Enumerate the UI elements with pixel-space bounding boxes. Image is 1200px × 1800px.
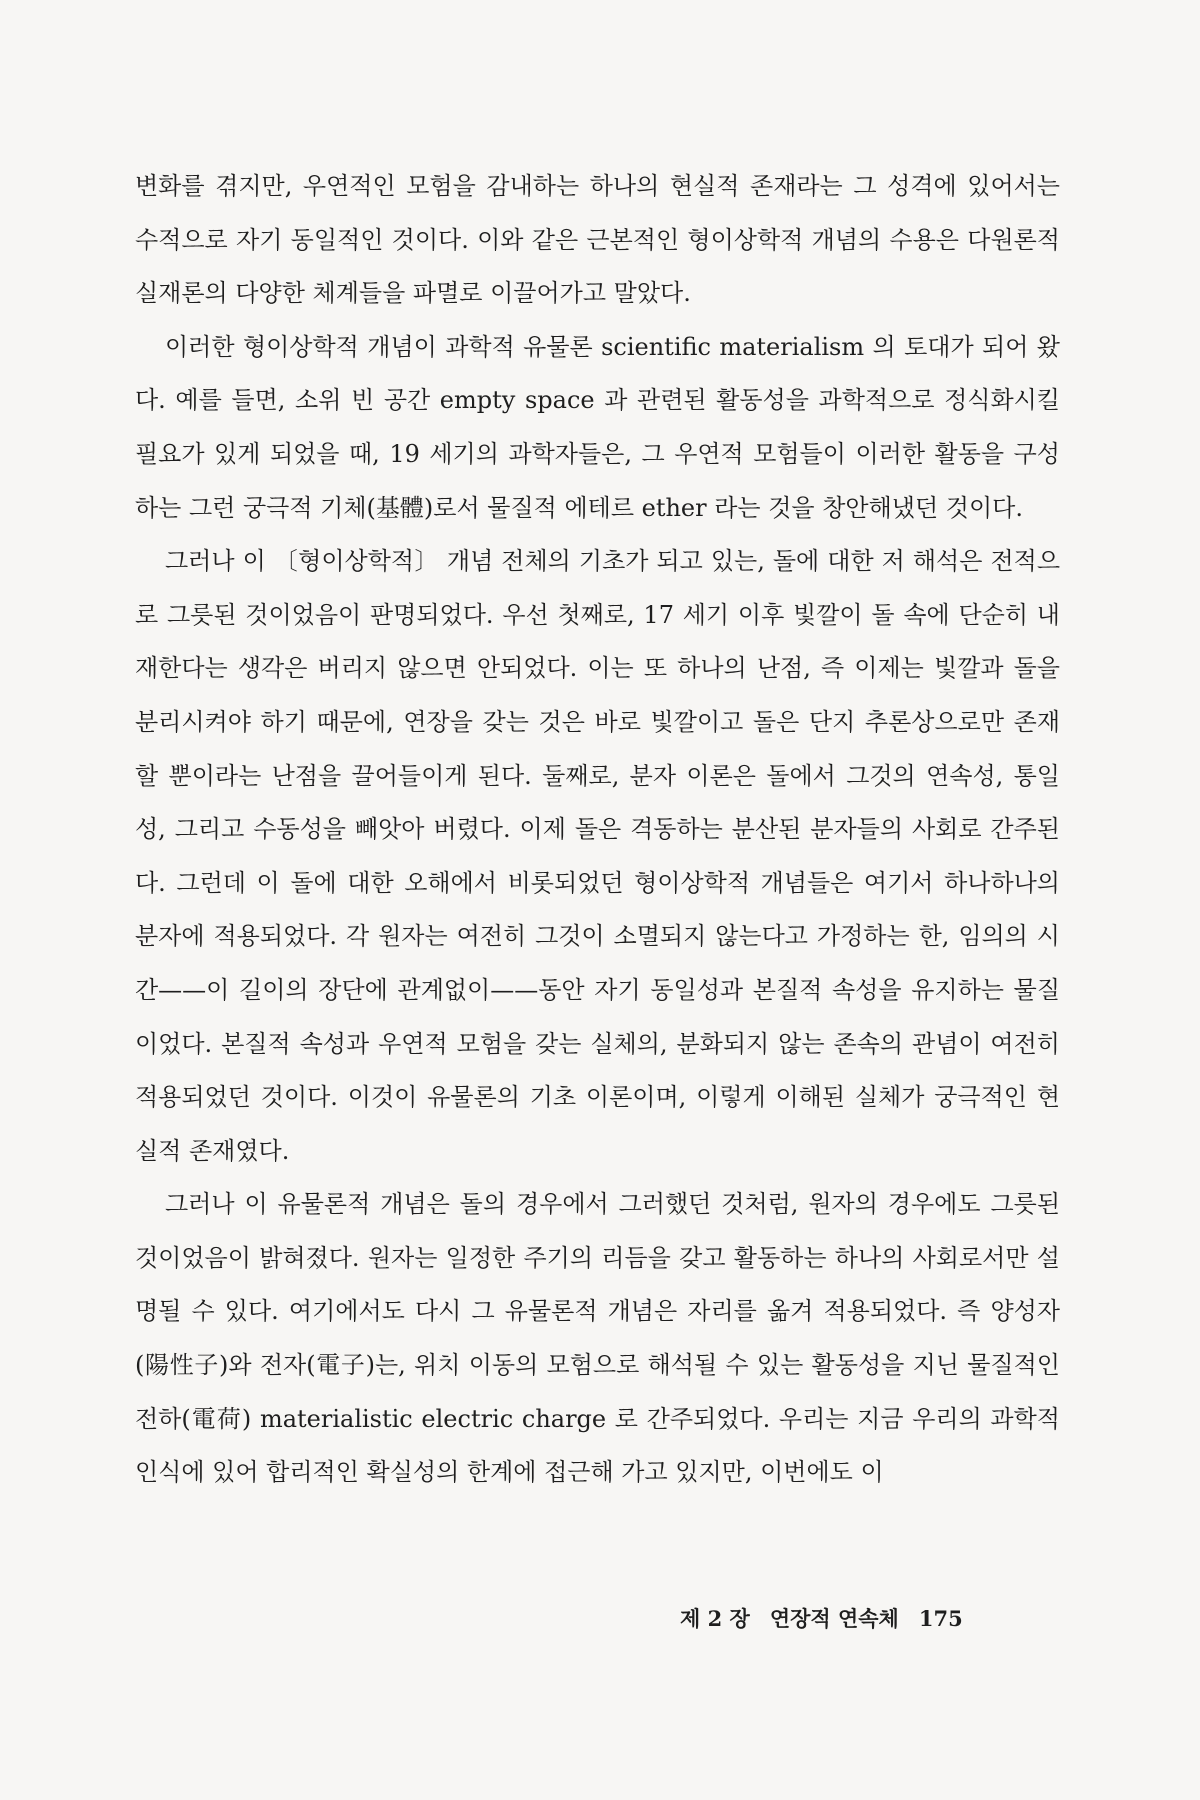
paragraph: 변화를 겪지만, 우연적인 모험을 감내하는 하나의 현실적 존재라는 그 성격에 있어서는 수적으로 자기 동일적인 것이다. 이와 같은 근본적인 형이상학적 개념의 수용은 다원론적 실재론의 다양한 체계들을 파멸로 이끌어가고 말았다. [135,172,1060,308]
chapter-title: 연장적 연속체 [769,1606,899,1631]
chapter-label: 제 2 장 [680,1606,750,1631]
paragraph: 그러나 이 유물론적 개념은 돌의 경우에서 그러했던 것처럼, 원자의 경우에도 그릇된 것이었음이 밝혀졌다. 원자는 일정한 주기의 리듬을 갖고 활동하는 하나의 사회로서만 설명될 수 있다. 여기에서도 다시 그 유물론적 개념은 자리를 옮겨 적용되었다. 즉 양성자(陽性子)와 전자(電子)는, 위치 이동의 모험으로 해석될 수 있는 활동성을 지닌 물질적인 전하(電荷) materialistic electric charge 로 간주되었다. 우리는 지금 우리의 과학적 인식에 있어 합리적인 확실성의 한계에 접근해 가고 있지만, 이번에도 이 [135,1190,1060,1487]
paragraph: 그러나 이 〔형이상학적〕 개념 전체의 기초가 되고 있는, 돌에 대한 저 해석은 전적으로 그릇된 것이었음이 판명되었다. 우선 첫째로, 17 세기 이후 빛깔이 돌 속에 단순히 내재한다는 생각은 버리지 않으면 안되었다. 이는 또 하나의 난점, 즉 이제는 빛깔과 돌을 분리시켜야 하기 때문에, 연장을 갖는 것은 바로 빛깔이고 돌은 단지 추론상으로만 존재할 뿐이라는 난점을 끌어들이게 된다. 둘째로, 분자 이론은 돌에서 그것의 연속성, 통일성, 그리고 수동성을 빼앗아 버렸다. 이제 돌은 격동하는 분산된 분자들의 사회로 간주된다. 그런데 이 돌에 대한 오해에서 비롯되었던 형이상학적 개념들은 여기서 하나하나의 분자에 적용되었다. 각 원자는 여전히 그것이 소멸되지 않는다고 가정하는 한, 임의의 시간——이 길이의 장단에 관계없이——동안 자기 동일성과 본질적 속성을 유지하는 물질이었다. 본질적 속성과 우연적 모험을 갖는 실체의, 분화되지 않는 존속의 관념이 여전히 적용되었던 것이다. 이것이 유물론의 기초 이론이며, 이렇게 이해된 실체가 궁극적인 현실적 존재였다. [135,547,1060,1165]
paragraph: 이러한 형이상학적 개념이 과학적 유물론 scientific materialism 의 토대가 되어 왔다. 예를 들면, 소위 빈 공간 empty space 과 관련된 활동성을 과학적으로 정식화시킬 필요가 있게 되었을 때, 19 세기의 과학자들은, 그 우연적 모험들이 이러한 활동을 구성하는 그런 궁극적 기체(基體)로서 물질적 에테르 ether 라는 것을 창안해냈던 것이다. [135,332,1060,522]
running-footer [680,1603,963,1633]
page-number: 175 [918,1606,963,1631]
body-text [135,160,1060,1500]
